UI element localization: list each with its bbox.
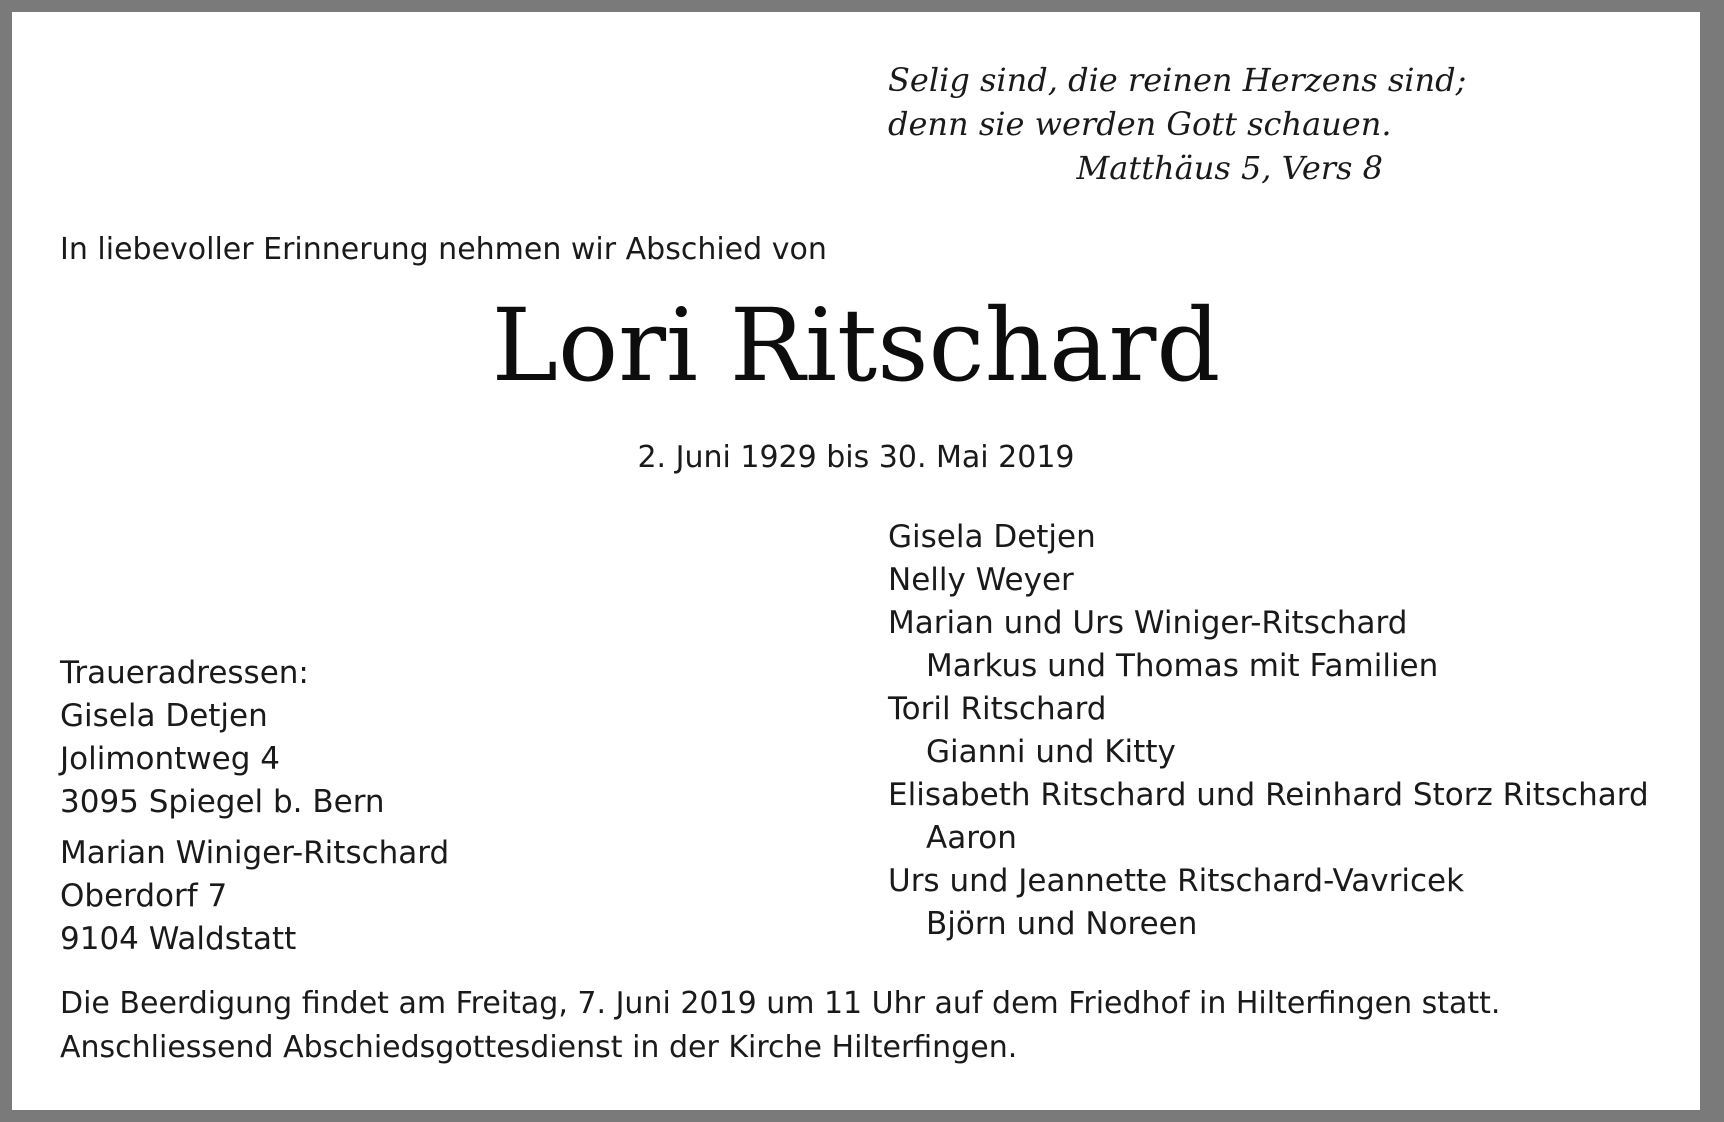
address-street: Jolimontweg 4 bbox=[60, 741, 280, 777]
mourner-entry: Marian und Urs Winiger-Ritschard bbox=[888, 605, 1408, 641]
mourner-entry: Urs und Jeannette Ritschard-Vavricek bbox=[888, 863, 1465, 899]
bible-verse-line-2: denn sie werden Gott schauen. bbox=[888, 105, 1392, 143]
life-dates: 2. Juni 1929 bis 30. Mai 2019 bbox=[637, 440, 1075, 475]
address-city: 3095 Spiegel b. Bern bbox=[60, 784, 385, 820]
mourner-sub-entry: Björn und Noreen bbox=[926, 906, 1198, 942]
deceased-name: Lori Ritschard bbox=[491, 287, 1221, 404]
bible-verse-line-1: Selig sind, die reinen Herzens sind; bbox=[888, 61, 1467, 99]
funeral-notice: Die Beerdigung findet am Freitag, 7. Juni 2019 um 11 Uhr auf dem Friedhof in Hilterfingen statt. Anschliessend Abschiedsgottesdienst in der Kirche Hilterfingen. bbox=[60, 986, 1501, 1065]
mourner-sub-entry: Gianni und Kitty bbox=[926, 734, 1176, 770]
mourner-entry: Toril Ritschard bbox=[888, 691, 1107, 727]
bible-verse-reference: Matthäus 5, Vers 8 bbox=[1076, 149, 1383, 187]
address-name: Gisela Detjen bbox=[60, 698, 268, 734]
mourner-entry: Gisela Detjen bbox=[888, 519, 1096, 555]
mourners-list bbox=[888, 516, 1649, 946]
mourner-entry: Elisabeth Ritschard und Reinhard Storz Ritschard bbox=[888, 777, 1649, 813]
mourning-addresses bbox=[60, 652, 449, 961]
mourner-entry: Nelly Weyer bbox=[888, 562, 1074, 598]
mourner-sub-entry: Aaron bbox=[926, 820, 1017, 856]
address-name: Marian Winiger-Ritschard bbox=[60, 835, 450, 871]
obituary-page bbox=[12, 12, 1700, 1110]
address-city: 9104 Waldstatt bbox=[60, 921, 297, 957]
address-street: Oberdorf 7 bbox=[60, 878, 228, 914]
mourner-sub-entry: Markus und Thomas mit Familien bbox=[926, 648, 1439, 684]
addresses-heading: Traueradressen: bbox=[60, 655, 309, 691]
intro-text: In liebevoller Erinnerung nehmen wir Abschied von bbox=[60, 232, 827, 267]
